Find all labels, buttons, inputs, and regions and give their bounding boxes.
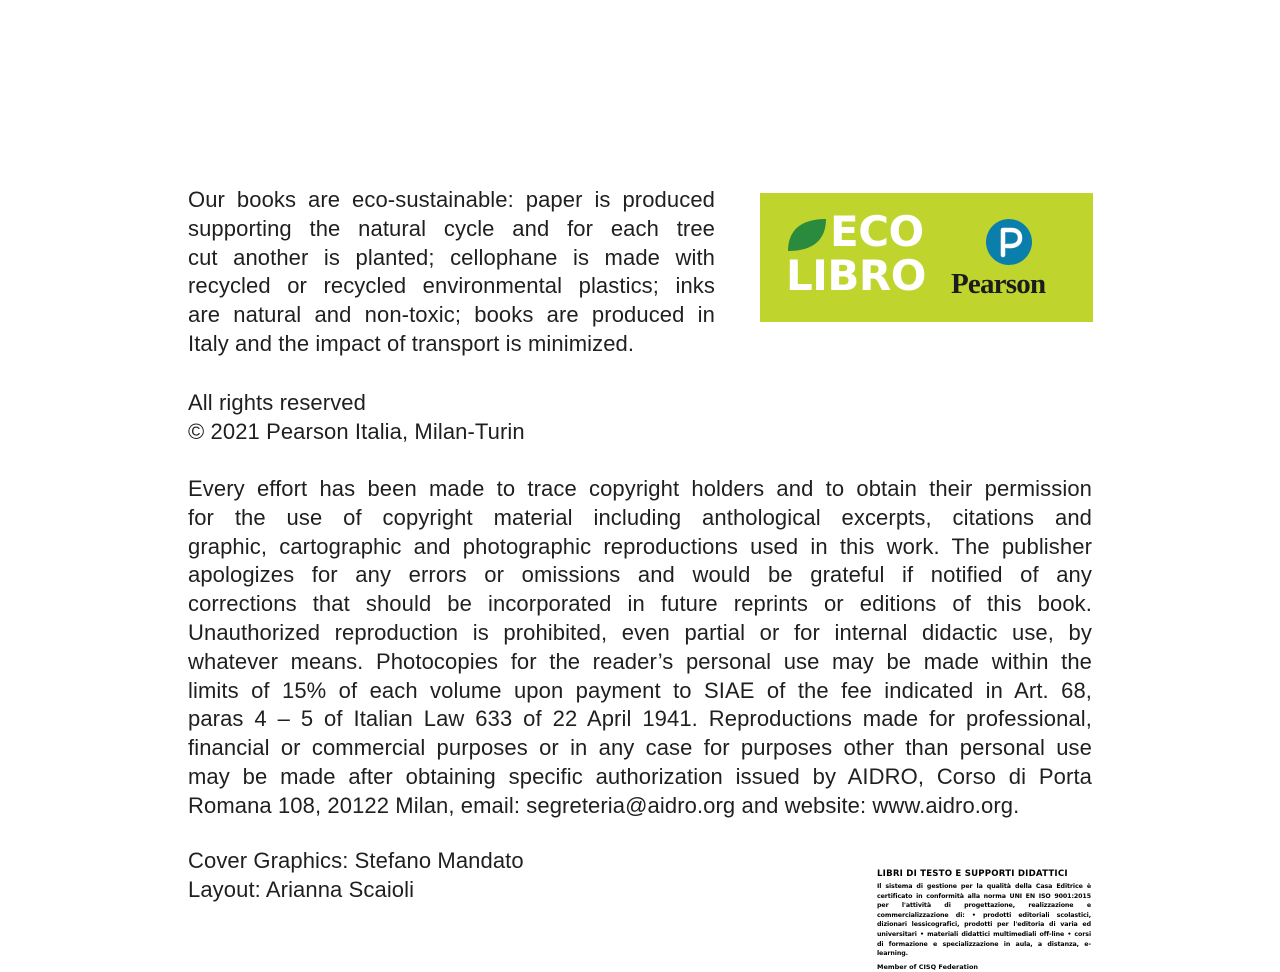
permission-paragraph-line: graphic, cartographic and photographic reproductions used in this work. The publisher xyxy=(188,533,1092,559)
eco-paragraph-line: recycled or recycled environmental plastics; inks xyxy=(188,273,715,299)
permission-paragraph-line: financial or commercial purposes or in any case for purposes other than personal use xyxy=(188,735,1092,761)
certification-body: Il sistema di gestione per la qualità della Casa Editrice è certificato in conformità alla norma UNI EN ISO 9001:2015 per l'attività di progettazione, realizzazione e commercializzazione di: • prodotti editoriali scolastici, dizionari lessicografici, prodotti per l'editoria di varia ed universitari • materiali didattici multimediali off-line • corsi di formazione e specializzazione in aula, a distanza, e-learning. xyxy=(877,883,1091,958)
eco-paragraph-line: Our books are eco-sustainable: paper is produced xyxy=(188,187,715,212)
eco-paragraph-line: cut another is planted; cellophane is made with xyxy=(188,244,715,270)
permission-paragraph-line: whatever means. Photocopies for the reader’s personal use may be made within the xyxy=(188,648,1092,674)
eco-paragraph-line: are natural and non-toxic; books are produced in xyxy=(188,302,715,328)
leaf-icon xyxy=(786,217,828,253)
copyright-permission-paragraph xyxy=(188,475,1092,821)
eco-paragraph-line: supporting the natural cycle and for each tree xyxy=(188,215,715,241)
eco-libro-badge xyxy=(760,193,1093,322)
permission-paragraph-line: corrections that should be incorporated in future reprints or editions of this book. xyxy=(188,591,1092,617)
credits-block xyxy=(188,847,688,905)
eco-logo-word: ECO xyxy=(830,207,924,256)
permission-paragraph-line: Every effort has been made to trace copyright holders and to obtain their permission xyxy=(188,476,1092,501)
eco-paragraph-line: Italy and the impact of transport is minimized. xyxy=(188,330,635,356)
certification-footer: Member of CISQ Federation xyxy=(877,962,979,971)
permission-paragraph-line: may be made after obtaining specific authorization issued by AIDRO, Corso di Porta xyxy=(188,763,1092,789)
quality-certification-notice xyxy=(877,869,1091,971)
pearson-p-icon xyxy=(985,218,1033,266)
permission-paragraph-line: Unauthorized reproduction is prohibited, even partial or for internal didactic use, by xyxy=(188,619,1092,645)
certification-title: LIBRI DI TESTO E SUPPORTI DIDATTICI xyxy=(877,869,1068,879)
permission-paragraph-line: limits of 15% of each volume upon payment to SIAE of the fee indicated in Art. 68, xyxy=(188,677,1092,703)
permission-paragraph-line: Romana 108, 20122 Milan, email: segreteria@aidro.org and website: www.aidro.org. xyxy=(188,792,1020,818)
libro-logo-word: LIBRO xyxy=(786,251,926,300)
permission-paragraph-line: for the use of copyright material including anthological excerpts, citations and xyxy=(188,504,1092,530)
cover-graphics-credit: Cover Graphics: Stefano Mandato xyxy=(188,848,524,873)
pearson-wordmark: Pearson xyxy=(951,268,1046,300)
copyright-line: © 2021 Pearson Italia, Milan-Turin xyxy=(188,418,525,444)
layout-credit: Layout: Arianna Scaioli xyxy=(188,876,415,902)
rights-reserved: All rights reserved xyxy=(188,390,366,415)
eco-sustainability-paragraph xyxy=(188,186,715,359)
permission-paragraph-line: apologizes for any errors or omissions and would be grateful if notified of any xyxy=(188,562,1092,588)
rights-block xyxy=(188,389,728,447)
permission-paragraph-line: paras 4 – 5 of Italian Law 633 of 22 April 1941. Reproductions made for professional, xyxy=(188,706,1092,732)
